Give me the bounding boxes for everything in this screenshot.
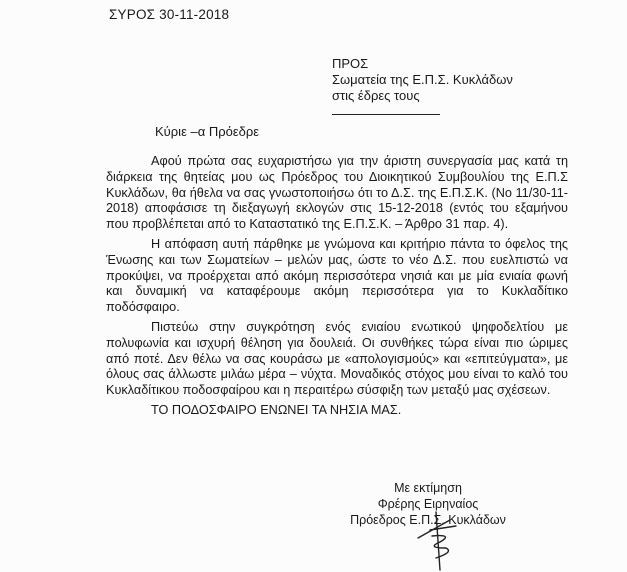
body-paragraph: Η απόφαση αυτή πάρθηκε με γνώμονα και κριτήριο πάντα το όφελος της Ένωσης και των Σωματείων – μελών μας, ώστε το νέο Δ.Σ. που ευελπιστώ να προκύψει, να προέρχεται από ακόμη περισσότερα νησιά και με μία ενιαία φωνή και δυναμική να καταφέρουμε ακόμη περισσότερα για το Κυκλαδίτικο ποδόσφαιρο. bbox=[106, 236, 568, 315]
salutation: Κύριε –α Πρόεδρε bbox=[155, 124, 260, 139]
handwritten-signature bbox=[410, 508, 470, 572]
recipient-block bbox=[332, 56, 513, 104]
letter-body bbox=[106, 154, 568, 423]
body-paragraph: Πιστεύω στην συγκρότηση ενός ενιαίου ενωτικού ψηφοδελτίου με πολυφωνία και ισχυρή θέληση για δουλειά. Οι συνθήκες τώρα είναι πιο ώριμες από ποτέ. Δεν θέλω να σας κουράσω με «απολογισμούς» και «επιτεύγματα», με όλους σας άλλωστε μιλάω μέρα – νύχτα. Μοναδικός στόχος μου είναι το καλό του Κυκλαδίτικου ποδοσφαίρου και η περαιτέρω σύσφιξη των μεταξύ μας σχέσεων. bbox=[106, 319, 568, 398]
signer-name: Φρέρης Ειρηναίος bbox=[377, 497, 479, 511]
signer-title: Πρόεδρος Ε.Π.Σ. Κυκλάδων bbox=[350, 513, 506, 527]
recipient-line: ΠΡΟΣ bbox=[332, 56, 369, 71]
recipient-line: Σωματεία της Ε.Π.Σ. Κυκλάδων bbox=[332, 72, 513, 87]
place-date: ΣΥΡΟΣ 30-11-2018 bbox=[109, 7, 230, 22]
recipient-divider bbox=[332, 114, 440, 115]
recipient-line: στις έδρες τους bbox=[332, 88, 420, 103]
body-paragraph: Αφού πρώτα σας ευχαριστήσω για την άριστη συνεργασία μας κατά τη διάρκεια της θητείας μου ως Πρόεδρος του Διοικητικού Συμβουλίου της Ε.Π.Σ Κυκλάδων, θα ήθελα να σας γνωστοποιήσω ότι το Δ.Σ. της Ε.Π.Σ.Κ. (Νο 11/30-11-2018) αποφάσισε τη διεξαγωγή εκλογών στις 15-12-2018 (εντός του εξαμήνου που προβλέπεται από το Καταστατικό της Ε.Π.Σ.Κ. – Άρθρο 31 παρ. 4). bbox=[106, 154, 568, 232]
motto: ΤΟ ΠΟΔΟΣΦΑΙΡΟ ΕΝΩΝΕΙ ΤΑ ΝΗΣΙΑ ΜΑΣ. bbox=[151, 402, 402, 417]
closing-line: Με εκτίμηση bbox=[394, 481, 462, 495]
